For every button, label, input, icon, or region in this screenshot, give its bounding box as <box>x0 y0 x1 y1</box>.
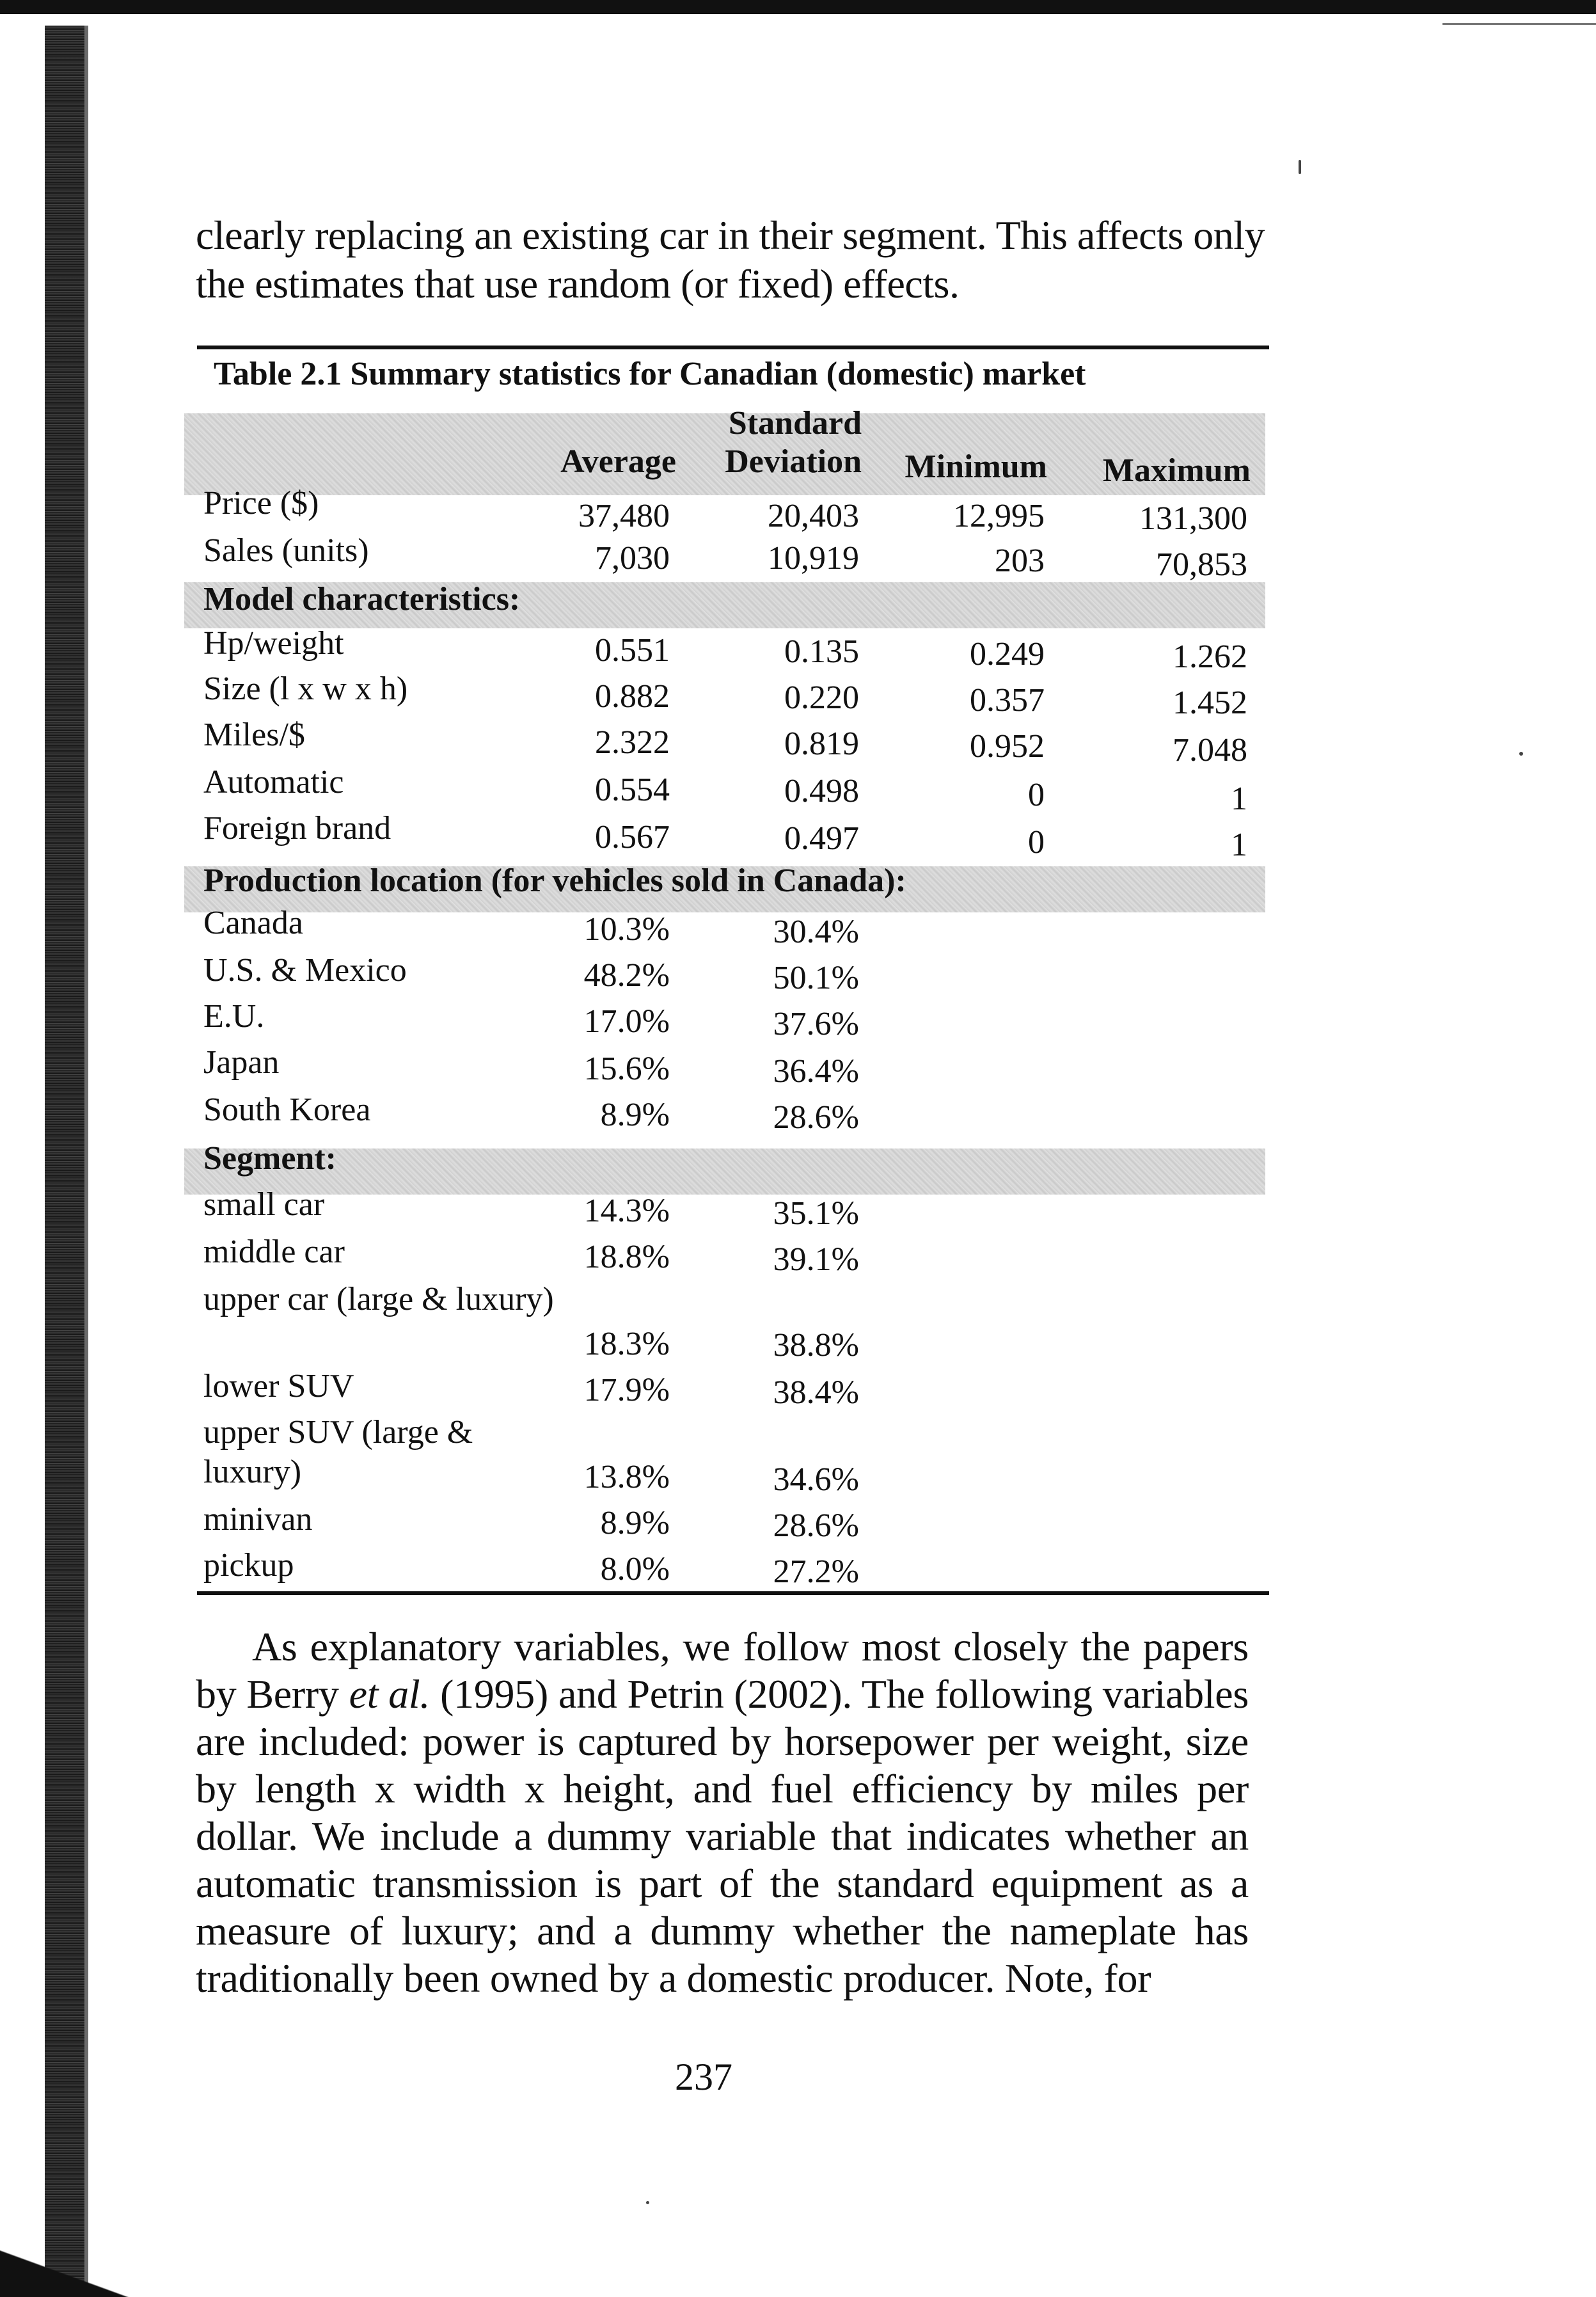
paragraph-bottom <box>196 1623 1249 2002</box>
cell-average: 0.567 <box>595 819 670 855</box>
cell-minimum: 0.249 <box>970 636 1045 672</box>
cell-std-dev: 0.819 <box>784 726 859 762</box>
cell-average: 8.9% <box>600 1097 670 1133</box>
cell-minimum: 0 <box>1028 777 1045 813</box>
cell-average: 48.2% <box>583 957 670 994</box>
row-label: Japan <box>203 1044 280 1081</box>
cell-std-dev: 35.1% <box>773 1195 859 1232</box>
cell-average: 14.3% <box>583 1193 670 1229</box>
cell-average: 18.8% <box>583 1239 670 1275</box>
cell-std-dev: 0.497 <box>784 820 859 857</box>
cell-minimum: 12,995 <box>953 498 1045 534</box>
cell-average: 8.9% <box>600 1505 670 1541</box>
section-title-segment: Segment: <box>203 1140 336 1177</box>
cell-average: 0.551 <box>595 632 670 669</box>
cell-minimum: 0.952 <box>970 728 1045 765</box>
cell-average: 7,030 <box>595 540 670 576</box>
cell-std-dev: 0.498 <box>784 773 859 809</box>
cell-average: 17.9% <box>583 1372 670 1408</box>
header-average: Average <box>560 443 676 480</box>
header-standard: Standard <box>728 405 862 441</box>
row-label: Price ($) <box>203 485 319 521</box>
row-label: pickup <box>203 1547 294 1584</box>
cell-minimum: 0.357 <box>970 682 1045 719</box>
cell-average: 8.0% <box>600 1551 670 1587</box>
row-label: Size (l x w x h) <box>203 671 408 707</box>
cell-average: 15.6% <box>583 1051 670 1087</box>
cell-minimum: 0 <box>1028 824 1045 861</box>
header-minimum: Minimum <box>905 449 1047 485</box>
cell-std-dev: 0.220 <box>784 680 859 716</box>
cell-std-dev: 38.4% <box>773 1374 859 1411</box>
row-label: upper SUV (large & luxury) <box>203 1414 473 1490</box>
row-label: Hp/weight <box>203 625 344 662</box>
cell-average: 2.322 <box>595 724 670 761</box>
section-title-production: Production location (for vehicles sold in Canada): <box>203 862 906 899</box>
cell-average: 0.882 <box>595 678 670 715</box>
cell-maximum: 70,853 <box>1156 546 1247 583</box>
paragraph-top: clearly replacing an existing car in their segment. This affects only the estimates that use random (or fixed) effects. <box>196 212 1265 306</box>
cell-maximum: 131,300 <box>1139 500 1247 537</box>
cell-std-dev: 39.1% <box>773 1241 859 1278</box>
scan-speck <box>1299 160 1301 174</box>
paragraph-italic-text: et al. <box>349 1671 431 1717</box>
page-edge-line <box>1442 23 1596 25</box>
cell-std-dev: 36.4% <box>773 1053 859 1090</box>
header-deviation: Deviation <box>725 443 862 480</box>
cell-std-dev: 37.6% <box>773 1006 859 1042</box>
table-top-rule <box>197 346 1269 349</box>
cell-std-dev: 10,919 <box>768 540 859 576</box>
paragraph-text: As explanatory variables, we follow most closely the papers by Berry <box>196 1624 1249 1717</box>
page-top-border <box>0 0 1596 14</box>
cell-average: 0.554 <box>595 772 670 808</box>
row-label: South Korea <box>203 1092 371 1128</box>
row-label: Automatic <box>203 764 344 800</box>
row-label: minivan <box>203 1501 313 1538</box>
row-label: Canada <box>203 905 303 941</box>
table-caption: Table 2.1 Summary statistics for Canadian (domestic) market <box>214 356 1086 392</box>
cell-maximum: 1.262 <box>1173 639 1247 675</box>
header-maximum: Maximum <box>1102 452 1251 489</box>
cell-maximum: 1 <box>1231 781 1247 817</box>
row-label: small car <box>203 1186 325 1223</box>
row-label: E.U. <box>203 998 265 1035</box>
section-shading-segment <box>184 1148 1265 1195</box>
cell-maximum: 1.452 <box>1173 685 1247 721</box>
cell-std-dev: 27.2% <box>773 1554 859 1590</box>
book-binding-edge <box>45 26 84 2297</box>
paragraph-text: (1995) and Petrin (2002). The following variables are included: power is captured by horsepower per weight, size by length x width x height, and fuel efficiency by miles per dollar. We include a dummy variable that indicates whether an automatic transmission is part of the standard equipment as a measure of luxury; and a dummy whether the nameplate has traditionally been owned by a domestic producer. Note, for <box>196 1671 1249 2001</box>
cell-std-dev: 28.6% <box>773 1099 859 1136</box>
table-bottom-rule <box>197 1591 1269 1595</box>
cell-minimum: 203 <box>995 543 1045 579</box>
page-number: 237 <box>675 2056 732 2098</box>
cell-average: 13.8% <box>583 1459 670 1495</box>
cell-std-dev: 30.4% <box>773 914 859 950</box>
row-label: U.S. & Mexico <box>203 952 407 989</box>
cell-average: 17.0% <box>583 1003 670 1040</box>
cell-maximum: 7.048 <box>1173 732 1247 768</box>
row-label: Miles/$ <box>203 717 305 753</box>
scan-corner-shadow <box>0 2227 166 2297</box>
scan-speck <box>646 2201 649 2204</box>
cell-std-dev: 0.135 <box>784 633 859 670</box>
section-title-model: Model characteristics: <box>203 581 521 617</box>
cell-average: 10.3% <box>583 911 670 948</box>
cell-std-dev: 20,403 <box>768 498 859 534</box>
book-binding-inner <box>84 26 88 2297</box>
cell-std-dev: 34.6% <box>773 1461 859 1498</box>
cell-std-dev: 28.6% <box>773 1507 859 1544</box>
cell-std-dev: 38.8% <box>773 1327 859 1363</box>
row-label: middle car <box>203 1234 345 1270</box>
cell-average: 18.3% <box>583 1326 670 1362</box>
cell-average: 37,480 <box>578 498 670 534</box>
cell-maximum: 1 <box>1231 827 1247 863</box>
row-label: Foreign brand <box>203 810 391 846</box>
scan-speck <box>1519 752 1523 756</box>
row-label: Sales (units) <box>203 532 369 569</box>
row-label: lower SUV <box>203 1368 354 1404</box>
row-label: upper car (large & luxury) <box>203 1281 554 1317</box>
cell-std-dev: 50.1% <box>773 960 859 996</box>
